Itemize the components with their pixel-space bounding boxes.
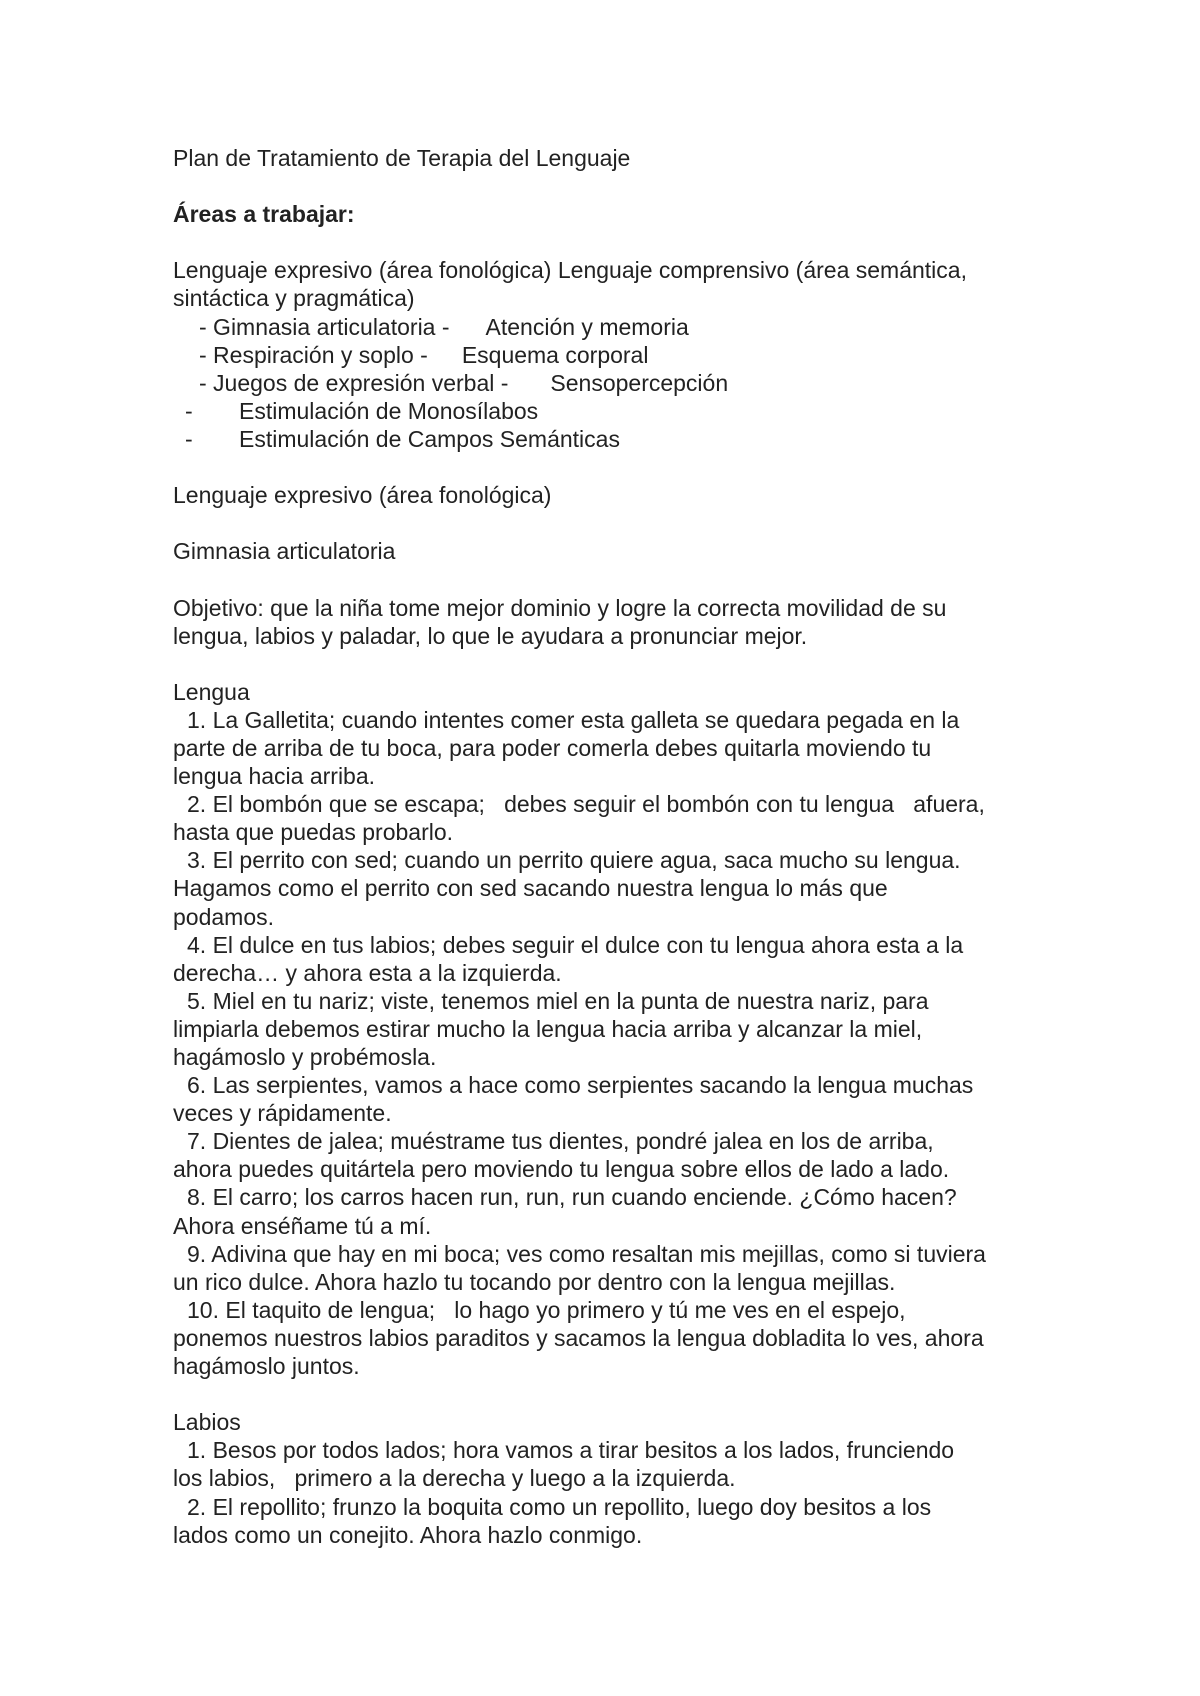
lengua-item-line: un rico dulce. Ahora hazlo tu tocando por dentro con la lengua mejillas. bbox=[173, 1268, 896, 1295]
blank-line bbox=[173, 650, 1053, 678]
areas-pair-row bbox=[173, 313, 1053, 341]
lengua-item-line: hagámoslo juntos. bbox=[173, 1353, 360, 1380]
lengua-item-line: lengua hacia arriba. bbox=[173, 763, 376, 790]
lengua-item-line: Hagamos como el perrito con sed sacando nuestra lengua lo más que bbox=[173, 875, 888, 902]
lengua-item-line: 2. El bombón que se escapa; debes seguir el bombón con tu lengua afuera, bbox=[187, 791, 985, 818]
areas-intro-line: Lenguaje expresivo (área fonológica) Lenguaje comprensivo (área semántica, bbox=[173, 257, 967, 284]
lengua-item-line: limpiarla debemos estirar mucho la lengua hacia arriba y alcanzar la miel, bbox=[173, 1015, 923, 1042]
lengua-item-line: 5. Miel en tu nariz; viste, tenemos miel en la punta de nuestra nariz, para bbox=[187, 987, 929, 1014]
lengua-item-line: Ahora enséñame tú a mí. bbox=[173, 1212, 432, 1239]
areas-intro-line: sintáctica y pragmática) bbox=[173, 285, 415, 312]
areas-heading: Áreas a trabajar: bbox=[173, 201, 355, 228]
areas-pair-right: Esquema corporal bbox=[461, 341, 649, 368]
lengua-item-line: 1. La Galletita; cuando intentes comer esta galleta se quedara pegada en la bbox=[187, 706, 960, 733]
areas-pair-left: - Gimnasia articulatoria - bbox=[199, 313, 450, 340]
areas-pair-row bbox=[173, 341, 1053, 369]
lengua-item-line: 6. Las serpientes, vamos a hace como serpientes sacando la lengua muchas bbox=[187, 1072, 974, 1099]
areas-dash-item bbox=[173, 397, 1053, 425]
labios-heading: Labios bbox=[173, 1409, 241, 1436]
lengua-heading: Lengua bbox=[173, 678, 250, 705]
lengua-item-line: 8. El carro; los carros hacen run, run, run cuando enciende. ¿Cómo hacen? bbox=[187, 1184, 957, 1211]
areas-pair-right: Sensopercepción bbox=[550, 369, 729, 396]
lengua-item-line: ponemos nuestros labios paraditos y sacamos la lengua dobladita lo ves, ahora bbox=[173, 1324, 984, 1351]
areas-pair-left: - Respiración y soplo - bbox=[199, 341, 428, 368]
lengua-item-line: parte de arriba de tu boca, para poder comerla debes quitarla moviendo tu bbox=[173, 734, 932, 761]
areas-pair-right: Atención y memoria bbox=[485, 313, 689, 340]
blank-line bbox=[173, 565, 1053, 593]
document-title: Plan de Tratamiento de Terapia del Lenguaje bbox=[173, 145, 631, 171]
areas-pair-left: - Juegos de expresión verbal - bbox=[199, 369, 509, 396]
blank-line bbox=[173, 172, 1053, 200]
lengua-item-line: hagámoslo y probémosla. bbox=[173, 1044, 437, 1070]
list-dash: - bbox=[185, 425, 193, 452]
areas-dash-text: Estimulación de Campos Semánticas bbox=[239, 425, 620, 452]
objetivo-line: lengua, labios y paladar, lo que le ayudara a pronunciar mejor. bbox=[173, 622, 808, 649]
lengua-item-line: derecha… y ahora esta a la izquierda. bbox=[173, 959, 562, 986]
labios-item-line: 1. Besos por todos lados; hora vamos a tirar besitos a los lados, frunciendo bbox=[187, 1437, 955, 1464]
lengua-item-line: 9. Adivina que hay en mi boca; ves como resaltan mis mejillas, como si tuviera bbox=[187, 1240, 986, 1267]
areas-pair-row bbox=[173, 369, 1053, 397]
lengua-item-line: podamos. bbox=[173, 903, 275, 930]
blank-line bbox=[173, 1380, 1053, 1408]
lengua-item-line: 7. Dientes de jalea; muéstrame tus dientes, pondré jalea en los de arriba, bbox=[187, 1128, 934, 1155]
section-heading-gimnasia: Gimnasia articulatoria bbox=[173, 538, 396, 565]
list-dash: - bbox=[185, 397, 193, 424]
objetivo-line: Objetivo: que la niña tome mejor dominio y logre la correcta movilidad de su bbox=[173, 594, 947, 621]
lengua-item-line: ahora puedes quitártela pero moviendo tu lengua sobre ellos de lado a lado. bbox=[173, 1156, 950, 1183]
labios-item-line: 2. El repollito; frunzo la boquita como un repollito, luego doy besitos a los bbox=[187, 1493, 932, 1520]
labios-item-line: lados como un conejito. Ahora hazlo conmigo. bbox=[173, 1521, 643, 1548]
labios-item-line: los labios, primero a la derecha y luego a la izquierda. bbox=[173, 1465, 736, 1492]
section-heading-expresivo: Lenguaje expresivo (área fonológica) bbox=[173, 482, 552, 509]
blank-line bbox=[173, 228, 1053, 256]
blank-line bbox=[173, 509, 1053, 537]
lengua-item-line: 10. El taquito de lengua; lo hago yo primero y tú me ves en el espejo, bbox=[187, 1296, 906, 1323]
lengua-item-line: hasta que puedas probarlo. bbox=[173, 819, 454, 846]
areas-dash-item bbox=[173, 425, 1053, 453]
blank-line bbox=[173, 453, 1053, 481]
lengua-item-line: 4. El dulce en tus labios; debes seguir el dulce con tu lengua ahora esta a la bbox=[187, 931, 964, 958]
document-body bbox=[173, 144, 1053, 1549]
lengua-item-line: 3. El perrito con sed; cuando un perrito quiere agua, saca mucho su lengua. bbox=[187, 847, 961, 874]
lengua-item-line: veces y rápidamente. bbox=[173, 1100, 392, 1127]
areas-dash-text: Estimulación de Monosílabos bbox=[239, 397, 539, 424]
